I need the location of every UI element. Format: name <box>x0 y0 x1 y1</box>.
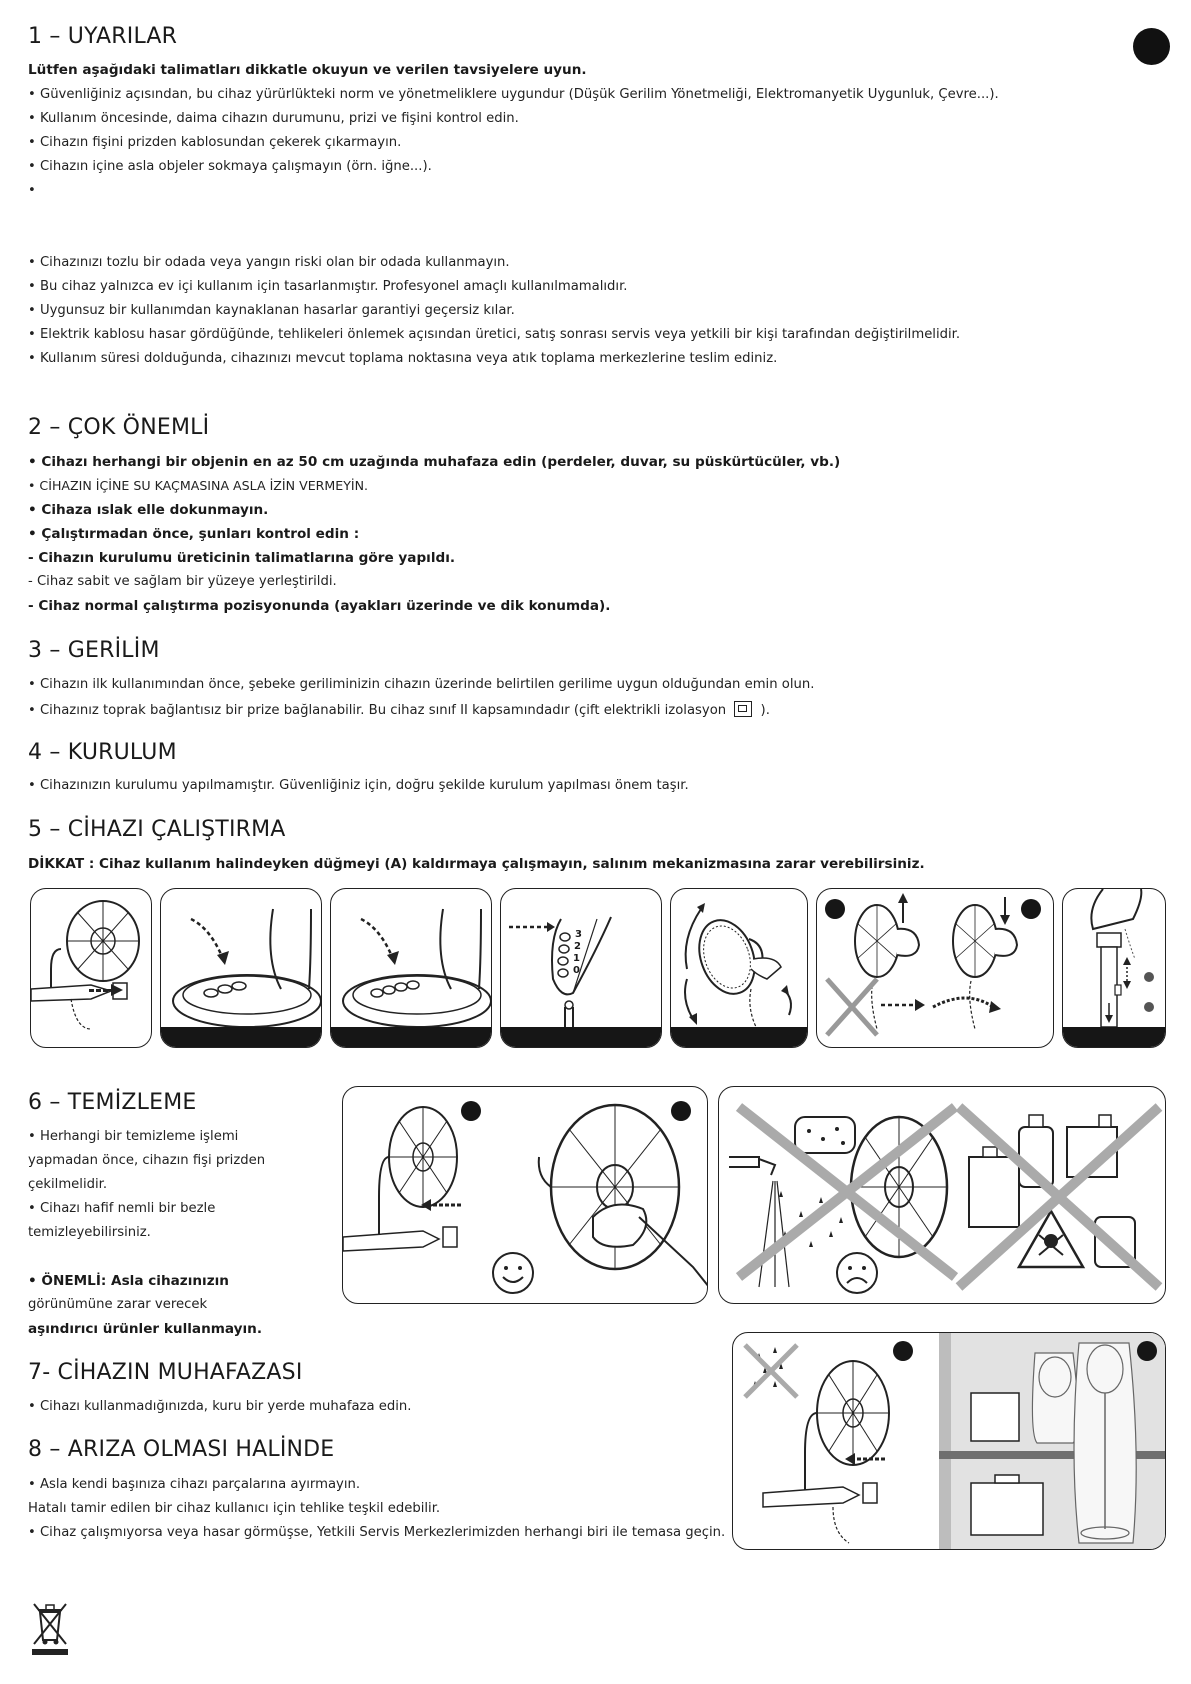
section-6-line-8: aşındırıcı ürünler kullanmayın. <box>28 1321 263 1337</box>
section-7-line-1: • Cihazı kullanmadığınızda, kuru bir yerde muhafaza edin. <box>28 1399 412 1414</box>
step-7-height-adjust-panel <box>1062 888 1166 1048</box>
cleaning-step-2-marker <box>671 1101 691 1121</box>
cleaning-forbidden-illustration <box>719 1087 1166 1304</box>
section-6-line-4: • Cihazı hafif nemli bir bezle <box>28 1201 216 1216</box>
section-8-line-2: Hatalı tamir edilen bir cihaz kullanıcı için tehlike teşkil edebilir. <box>28 1501 441 1516</box>
section-8-line-3: • Cihaz çalışmıyorsa veya hasar görmüşse, Yetkili Servis Merkezlerimizden herhangi biri ile temasa geçin. <box>28 1525 726 1540</box>
section-2-line-2: • CİHAZIN İÇİNE SU KAÇMASINA ASLA İZİN VERMEYİN. <box>28 478 369 493</box>
section-6-line-6: • ÖNEMLİ: Asla cihazınızın <box>28 1273 229 1289</box>
section-5-title: 5 – CİHAZI ÇALIŞTIRMA <box>28 817 286 842</box>
section-3-line-2-text: • Cihazınız toprak bağlantısız bir prize bağlanabilir. Bu cihaz sınıf II kapsamındadır (çift elektrikli izolasyon <box>28 703 727 718</box>
step-4-bar <box>501 1027 661 1047</box>
section-3-line-1: • Cihazın ilk kullanımından önce, şebeke geriliminizin cihazın üzerinde belirtilen gerilime uygun olduğundan emin olun. <box>28 677 815 692</box>
section-2-title: 2 – ÇOK ÖNEMLİ <box>28 415 210 440</box>
cleaning-step-1-marker <box>461 1101 481 1121</box>
step-5-bar <box>671 1027 807 1047</box>
step-3-bar <box>331 1027 491 1047</box>
section-3-line-2-end: ). <box>760 703 770 718</box>
section-6-line-5: temizleyebilirsiniz. <box>28 1225 151 1240</box>
storage-panel <box>732 1332 1166 1550</box>
section-3-line-2 <box>28 701 770 719</box>
section-2-line-6: - Cihaz sabit ve sağlam bir yüzeye yerleştirildi. <box>28 574 337 589</box>
section-3-title: 3 – GERİLİM <box>28 638 160 663</box>
section-1-intro: Lütfen aşağıdaki talimatları dikkatle okuyun ve verilen tavsiyelere uyun. <box>28 62 587 78</box>
fan-base-buttons-illustration <box>331 889 492 1048</box>
section-8-title: 8 – ARIZA OLMASI HALİNDE <box>28 1437 335 1462</box>
section-7-title: 7- CİHAZIN MUHAFAZASI <box>28 1360 303 1385</box>
section-6-line-7: görünümüne zarar verecek <box>28 1297 208 1312</box>
storage-step-2-marker <box>1137 1341 1157 1361</box>
step-2-bar <box>161 1027 321 1047</box>
cleaning-correct-illustration <box>343 1087 708 1304</box>
section-6-title: 6 – TEMİZLEME <box>28 1090 197 1115</box>
section-2-line-5: - Cihazın kurulumu üreticinin talimatlarına göre yapıldı. <box>28 550 456 566</box>
speed-selector-illustration <box>501 889 662 1048</box>
section-1-bullet-6: • Cihazınızı tozlu bir odada veya yangın riski olan bir odada kullanmayın. <box>28 255 510 270</box>
oscillation-off-marker <box>825 899 845 919</box>
fan-plug-illustration <box>31 889 152 1048</box>
section-4-title: 4 – KURULUM <box>28 740 177 765</box>
step-3-press-button-panel <box>330 888 492 1048</box>
section-5-warning: DİKKAT : Cihaz kullanım halindeyken düğmeyi (A) kaldırmaya çalışmayın, salınım mekanizmasına zarar verebilirsiniz. <box>28 856 925 872</box>
section-1-bullet-5: • <box>28 183 36 198</box>
storage-illustration <box>733 1333 1166 1550</box>
section-6-line-2: yapmadan önce, cihazın fişi prizden <box>28 1153 266 1168</box>
cleaning-forbidden-panel <box>718 1086 1166 1304</box>
speed-label-2: 2 <box>574 941 581 952</box>
section-1-bullet-1: • Güvenliğiniz açısından, bu cihaz yürürlükteki norm ve yönetmeliklere uygundur (Düşük Gerilim Yönetmeliği, Elektromanyetik Uygunluk, Çevre...). <box>28 87 999 102</box>
class-ii-insulation-icon <box>734 701 752 717</box>
section-1-bullet-9: • Elektrik kablosu hasar gördüğünde, tehlikeleri önlemek açısından üretici, satış sonrası servis veya yetkili bir kişi tarafından değiştirilmelidir. <box>28 327 961 342</box>
step-2-press-button-panel <box>160 888 322 1048</box>
section-1-bullet-7: • Bu cihaz yalnızca ev içi kullanım için tasarlanmıştır. Profesyonel amaçlı kullanılmamalıdır. <box>28 279 628 294</box>
section-1-bullet-3: • Cihazın fişini prizden kablosundan çekerek çıkarmayın. <box>28 135 402 150</box>
section-1-bullet-4: • Cihazın içine asla objeler sokmaya çalışmayın (örn. iğne...). <box>28 159 432 174</box>
step-7-bar <box>1063 1027 1165 1047</box>
step-5-tilt-head-panel <box>670 888 808 1048</box>
weee-crossed-bin-icon <box>30 1600 70 1656</box>
step-4-speed-selector-panel <box>500 888 662 1048</box>
height-adjust-illustration <box>1063 889 1166 1048</box>
section-4-line-1: • Cihazınızın kurulumu yapılmamıştır. Güvenliğiniz için, doğru şekilde kurulum yapılması önem taşır. <box>28 778 689 793</box>
section-6-line-1: • Herhangi bir temizleme işlemi <box>28 1129 239 1144</box>
section-8-line-1: • Asla kendi başınıza cihazı parçalarına ayırmayın. <box>28 1477 361 1492</box>
section-1-bullet-8: • Uygunsuz bir kullanımdan kaynaklanan hasarlar garantiyi geçersiz kılar. <box>28 303 515 318</box>
tilt-head-illustration <box>671 889 808 1048</box>
page-marker-dot <box>1133 28 1170 65</box>
section-1-bullet-10: • Kullanım süresi dolduğunda, cihazınızı mevcut toplama noktasına veya atık toplama merkezlerine teslim ediniz. <box>28 351 778 366</box>
section-1-title: 1 – UYARILAR <box>28 24 178 49</box>
fan-base-button-illustration <box>161 889 322 1048</box>
cleaning-correct-panel <box>342 1086 708 1304</box>
section-2-line-4: • Çalıştırmadan önce, şunları kontrol edin : <box>28 526 360 542</box>
section-1-bullet-2: • Kullanım öncesinde, daima cihazın durumunu, prizi ve fişini kontrol edin. <box>28 111 519 126</box>
step-6-oscillation-panel <box>816 888 1054 1048</box>
section-2-line-7: - Cihaz normal çalıştırma pozisyonunda (ayakları üzerinde ve dik konumda). <box>28 598 611 614</box>
speed-label-3: 3 <box>575 929 582 940</box>
speed-label-0: 0 <box>573 965 580 976</box>
oscillation-knob-illustration <box>817 889 1054 1048</box>
section-2-line-3: • Cihaza ıslak elle dokunmayın. <box>28 502 269 518</box>
oscillation-on-marker <box>1021 899 1041 919</box>
step-1-unplugged-fan-panel <box>30 888 152 1048</box>
section-6-line-3: çekilmelidir. <box>28 1177 108 1192</box>
section-2-line-1: • Cihazı herhangi bir objenin en az 50 cm uzağında muhafaza edin (perdeler, duvar, su püskürtücüler, vb.) <box>28 454 841 470</box>
speed-label-1: 1 <box>573 953 580 964</box>
storage-step-1-marker <box>893 1341 913 1361</box>
